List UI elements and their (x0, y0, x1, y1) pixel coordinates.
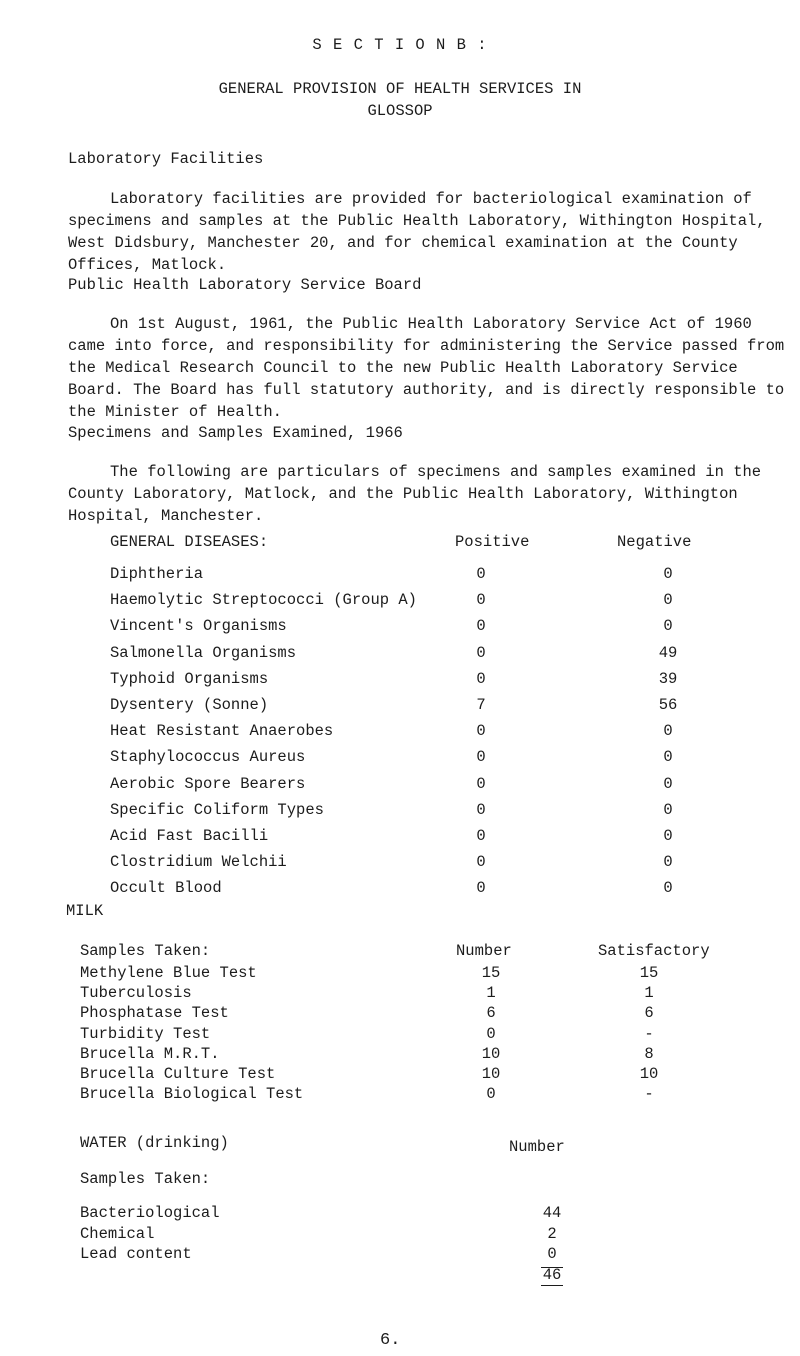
milk-satisfactory: - (644, 1085, 654, 1104)
table-row (0, 748, 800, 770)
milk-number: 15 (481, 964, 501, 982)
disease-name: Haemolytic Streptococci (Group A) (110, 591, 417, 610)
water-samples-label: Samples Taken: (80, 1170, 211, 1188)
table-row (0, 591, 800, 613)
negative-count: 39 (658, 669, 678, 688)
table-row (0, 565, 800, 587)
water-total: 46 (542, 1266, 562, 1284)
milk-test-name: Brucella Biological Test (80, 1085, 304, 1104)
table-row (0, 879, 800, 901)
negative-count: 0 (663, 879, 673, 898)
water-sample-type: Bacteriological (80, 1204, 220, 1222)
water-heading: WATER (drinking) (80, 1134, 229, 1152)
negative-count: 0 (663, 591, 673, 610)
milk-number-column-header: Number (456, 942, 512, 960)
table-row (0, 853, 800, 875)
milk-test-name: Phosphatase Test (80, 1004, 229, 1023)
general-diseases-header (0, 533, 800, 555)
negative-count: 56 (658, 696, 678, 714)
table-row (0, 964, 800, 986)
milk-number: 10 (481, 1044, 501, 1063)
positive-count: 0 (476, 565, 486, 583)
milk-test-name: Methylene Blue Test (80, 964, 257, 982)
milk-number: 6 (486, 1004, 496, 1023)
disease-name: Vincent's Organisms (110, 617, 287, 636)
milk-number: 10 (481, 1065, 501, 1083)
water-number: 44 (542, 1204, 562, 1222)
water-number: 2 (547, 1224, 557, 1243)
table-row (0, 1225, 800, 1247)
milk-satisfactory: 6 (644, 1004, 654, 1023)
negative-count: 0 (663, 853, 673, 872)
positive-count: 0 (476, 748, 486, 767)
positive-count: 0 (476, 800, 486, 819)
table-row (0, 1025, 800, 1047)
water-number-column-header: Number (509, 1138, 565, 1156)
table-row (0, 775, 800, 797)
table-row (0, 1245, 800, 1267)
positive-count: 0 (476, 879, 486, 898)
milk-test-name: Brucella M.R.T. (80, 1044, 220, 1063)
milk-number: 0 (486, 1024, 496, 1043)
page-number: 6. (380, 1331, 401, 1350)
milk-satisfactory: - (644, 1024, 654, 1043)
board-heading: Public Health Laboratory Service Board (68, 276, 422, 294)
positive-count: 0 (476, 669, 486, 688)
milk-number: 0 (486, 1085, 496, 1104)
disease-name: Aerobic Spore Bearers (110, 774, 306, 793)
table-row (0, 801, 800, 823)
table-row (0, 984, 800, 1006)
water-total-rule-bottom (541, 1285, 563, 1286)
negative-count: 0 (663, 774, 673, 793)
positive-count: 0 (476, 827, 486, 845)
milk-test-name: Turbidity Test (80, 1024, 211, 1043)
negative-count: 0 (663, 565, 673, 583)
water-sample-type: Lead content (80, 1245, 192, 1263)
negative-column-header: Negative (617, 533, 692, 551)
specimens-heading: Specimens and Samples Examined, 1966 (68, 424, 403, 442)
positive-count: 0 (476, 853, 486, 872)
negative-count: 49 (658, 643, 678, 662)
milk-satisfactory: 8 (644, 1044, 654, 1063)
table-row (0, 696, 800, 718)
milk-satisfactory: 10 (639, 1065, 659, 1083)
table-row (0, 1045, 800, 1067)
section-heading: S E C T I O N B : (312, 36, 488, 54)
page-title-line-2: GLOSSOP (367, 102, 433, 120)
table-row (0, 827, 800, 849)
positive-count: 0 (476, 617, 486, 636)
negative-count: 0 (663, 827, 673, 845)
table-row (0, 1065, 800, 1087)
positive-count: 0 (476, 774, 486, 793)
negative-count: 0 (663, 722, 673, 741)
milk-satisfactory: 1 (644, 984, 654, 1003)
positive-count: 0 (476, 643, 486, 662)
milk-test-name: Tuberculosis (80, 984, 192, 1003)
table-row (0, 1004, 800, 1026)
table-row (0, 1204, 800, 1226)
disease-name: Heat Resistant Anaerobes (110, 722, 334, 741)
table-row (0, 644, 800, 666)
disease-name: Clostridium Welchii (110, 853, 287, 872)
disease-name: Specific Coliform Types (110, 800, 324, 819)
water-number: 0 (547, 1245, 557, 1263)
milk-test-name: Brucella Culture Test (80, 1065, 276, 1083)
milk-number: 1 (486, 984, 496, 1003)
specimens-paragraph: The following are particulars of specimens and samples examined in the County Laboratory, Matlock, and the Public Health Laboratory, Withington Hospital, Manchester. (68, 463, 762, 525)
table-row (0, 722, 800, 744)
positive-count: 7 (476, 696, 486, 714)
milk-header (0, 942, 800, 964)
disease-name: Acid Fast Bacilli (110, 827, 269, 845)
negative-count: 0 (663, 617, 673, 636)
positive-count: 0 (476, 591, 486, 610)
disease-name: Staphylococcus Aureus (110, 748, 306, 767)
milk-satisfactory-column-header: Satisfactory (598, 942, 710, 960)
milk-samples-label: Samples Taken: (80, 942, 211, 960)
general-diseases-label: GENERAL DISEASES: (110, 533, 269, 551)
milk-heading: MILK (66, 902, 104, 920)
lab-facilities-paragraph: Laboratory facilities are provided for bacteriological examination of specimens and samples at the Public Health Laboratory, Withington Hospital, West Didsbury, Manchester 20, and for chemical examination at the County Offices, Matlock. (68, 190, 766, 274)
negative-count: 0 (663, 800, 673, 819)
disease-name: Typhoid Organisms (110, 669, 269, 688)
disease-name: Salmonella Organisms (110, 643, 297, 662)
page-title-line-1: GENERAL PROVISION OF HEALTH SERVICES IN (218, 80, 582, 98)
positive-column-header: Positive (455, 533, 530, 551)
positive-count: 0 (476, 722, 486, 741)
lab-facilities-heading: Laboratory Facilities (68, 150, 264, 168)
disease-name: Dysentery (Sonne) (110, 696, 269, 714)
board-paragraph: On 1st August, 1961, the Public Health Laboratory Service Act of 1960 came into force, and responsibility for administering the Service passed from the Medical Research Council to the new Public Health Laboratory Service Board. The Board has full statutory authority, and is directly responsible to the Minister of Health. (68, 315, 785, 421)
table-row (0, 617, 800, 639)
water-sample-type: Chemical (80, 1224, 155, 1243)
disease-name: Occult Blood (110, 879, 222, 898)
table-row (0, 1085, 800, 1107)
disease-name: Diphtheria (110, 565, 204, 583)
negative-count: 0 (663, 748, 673, 767)
table-row (0, 670, 800, 692)
milk-satisfactory: 15 (639, 964, 659, 982)
